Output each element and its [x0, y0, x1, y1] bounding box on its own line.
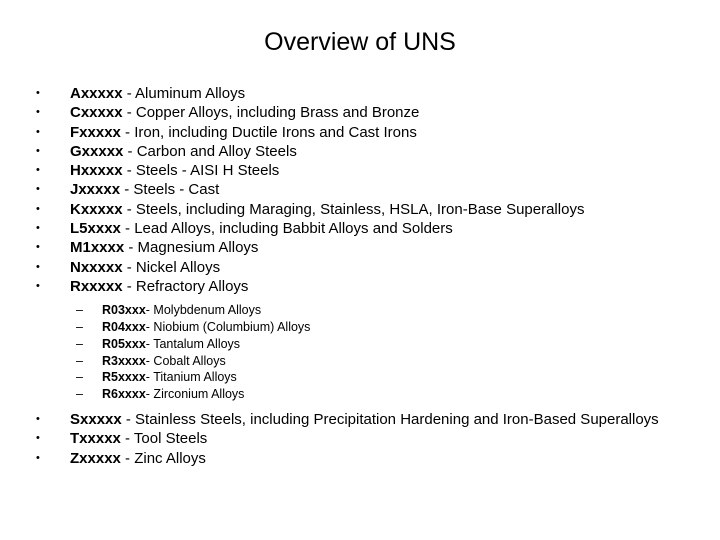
bullet-icon: •	[36, 164, 40, 177]
uns-description: - Magnesium Alloys	[124, 239, 259, 257]
uns-description: - Copper Alloys, including Brass and Bronze	[122, 104, 420, 122]
uns-description: - Zinc Alloys	[120, 449, 206, 467]
bullet-icon: •	[36, 241, 40, 254]
uns-description: - Iron, including Ductile Irons and Cast Irons	[120, 123, 417, 141]
bullet-icon: •	[36, 279, 40, 292]
list-item	[36, 410, 686, 429]
list-item	[36, 123, 686, 142]
list-item	[36, 277, 686, 296]
dash-icon: –	[76, 303, 83, 318]
uns-description: - Zirconium Alloys	[145, 387, 245, 402]
uns-code: R03xxx	[102, 303, 146, 318]
uns-code: R04xxx	[102, 320, 146, 335]
uns-code: R5xxxx	[102, 370, 146, 385]
bullet-icon: •	[36, 222, 40, 235]
uns-code: Sxxxxx	[70, 411, 122, 429]
bullet-icon: •	[36, 106, 40, 119]
uns-description: - Cobalt Alloys	[145, 353, 226, 368]
sublist-item	[36, 302, 686, 319]
sublist-item	[36, 369, 686, 386]
list-item	[36, 219, 686, 238]
bullet-icon: •	[36, 451, 40, 464]
bullet-icon: •	[36, 432, 40, 445]
dash-icon: –	[76, 353, 83, 368]
uns-description: - Refractory Alloys	[122, 277, 249, 295]
list-item	[36, 142, 686, 161]
uns-description: - Steels - AISI H Steels	[122, 162, 280, 180]
uns-description: - Lead Alloys, including Babbit Alloys and Solders	[120, 220, 453, 238]
bullet-list	[36, 84, 686, 468]
uns-code: Gxxxxx	[70, 142, 124, 160]
uns-code: Cxxxxx	[70, 104, 123, 122]
bullet-icon: •	[36, 144, 40, 157]
refractory-sublist	[36, 302, 686, 403]
bullet-icon: •	[36, 260, 40, 273]
sublist-item	[36, 386, 686, 403]
uns-code: Kxxxxx	[70, 200, 123, 218]
uns-code: Fxxxxx	[70, 123, 121, 141]
list-item	[36, 161, 686, 180]
uns-code: Rxxxxx	[70, 277, 123, 295]
uns-description: - Niobium (Columbium) Alloys	[145, 320, 311, 335]
bullet-icon: •	[36, 202, 40, 215]
uns-description: - Nickel Alloys	[122, 258, 221, 276]
uns-description: - Aluminum Alloys	[122, 85, 246, 102]
list-item	[36, 200, 686, 219]
uns-description: - Titanium Alloys	[145, 370, 237, 385]
sublist-item	[36, 319, 686, 336]
dash-icon: –	[76, 387, 83, 402]
uns-code: Txxxxx	[70, 430, 121, 448]
uns-description: - Tool Steels	[120, 430, 208, 448]
uns-description: - Molybdenum Alloys	[145, 303, 262, 318]
uns-code: Axxxxx	[70, 85, 123, 102]
uns-description: - Carbon and Alloy Steels	[123, 142, 297, 160]
list-item	[36, 258, 686, 277]
uns-code: Hxxxxx	[70, 162, 123, 180]
list-item	[36, 429, 686, 448]
uns-code: Nxxxxx	[70, 258, 123, 276]
uns-description: - Stainless Steels, including Precipitation Hardening and Iron-Based Superalloys	[121, 411, 659, 429]
dash-icon: –	[76, 336, 83, 351]
uns-code: Jxxxxx	[70, 181, 121, 199]
list-item	[36, 449, 686, 468]
uns-description: - Tantalum Alloys	[145, 336, 241, 351]
uns-code: M1xxxx	[70, 239, 125, 257]
uns-code: R6xxxx	[102, 387, 146, 402]
uns-code: L5xxxx	[70, 220, 121, 238]
bullet-icon: •	[36, 125, 40, 138]
list-item	[36, 84, 686, 103]
bullet-icon: •	[36, 183, 40, 196]
uns-description: - Steels - Cast	[120, 181, 220, 199]
sublist-item	[36, 353, 686, 370]
list-item	[36, 238, 686, 257]
bullet-icon: •	[36, 413, 40, 426]
uns-code: Zxxxxx	[70, 449, 121, 467]
uns-description: - Steels, including Maraging, Stainless, HSLA, Iron-Base Superalloys	[122, 200, 585, 218]
uns-code: R3xxxx	[102, 353, 146, 368]
dash-icon: –	[76, 370, 83, 385]
uns-code: R05xxx	[102, 336, 146, 351]
sublist-item	[36, 336, 686, 353]
list-item	[36, 180, 686, 199]
dash-icon: –	[76, 320, 83, 335]
list-item	[36, 103, 686, 122]
page-title: Overview of UNS	[264, 28, 456, 56]
bullet-icon: •	[36, 87, 40, 99]
